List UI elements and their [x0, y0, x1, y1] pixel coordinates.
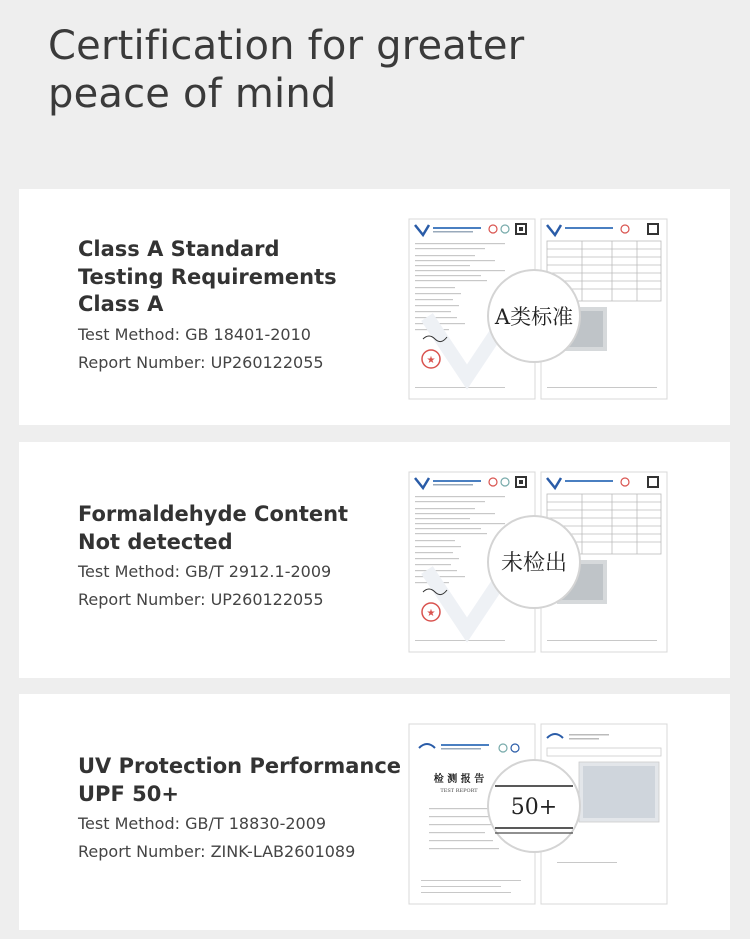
- test-method: Test Method: GB/T 2912.1-2009: [78, 562, 332, 581]
- title-line: Class A Standard: [78, 237, 280, 261]
- title-line: Testing Requirements: [78, 264, 337, 289]
- certification-card-formaldehyde: [19, 442, 730, 678]
- report-number: Report Number: ZINK-LAB2601089: [78, 842, 356, 861]
- test-method: Test Method: GB 18401-2010: [78, 324, 311, 344]
- badge-text: 未检出: [500, 551, 568, 576]
- test-method: Test Method: GB/T 18830-2009: [78, 814, 327, 833]
- svg-text:★: ★: [426, 355, 436, 366]
- page-headline: [48, 22, 708, 118]
- headline-line-1: Certification for greater: [48, 23, 525, 69]
- certification-text: [78, 236, 408, 377]
- title-line: Formaldehyde Content: [78, 502, 349, 526]
- certification-title: [78, 753, 408, 808]
- title-line: Not detected: [78, 529, 233, 554]
- title-line: UV Protection Performance: [78, 754, 402, 778]
- title-line: Class A: [78, 292, 164, 316]
- certification-text: [78, 753, 408, 866]
- badge-text: 50+: [510, 795, 558, 820]
- certification-title: [78, 501, 408, 556]
- badge-text: A类标准: [494, 305, 574, 329]
- headline-line-2: peace of mind: [48, 71, 337, 117]
- report-heading: 检 测 报 告: [433, 774, 485, 785]
- test-report-preview: [407, 722, 669, 906]
- test-report-preview: [407, 470, 669, 654]
- title-line: UPF 50+: [78, 781, 179, 806]
- certification-text: [78, 501, 408, 614]
- svg-text:★: ★: [426, 608, 436, 619]
- report-subheading: TEST REPORT: [440, 788, 478, 794]
- certification-title: [78, 236, 408, 319]
- test-report-preview: [407, 217, 669, 401]
- certification-card-class-a: [19, 189, 730, 425]
- report-number: Report Number: UP260122055: [78, 352, 324, 372]
- report-number: Report Number: UP260122055: [78, 590, 324, 609]
- certification-card-uv-protection: [19, 694, 730, 930]
